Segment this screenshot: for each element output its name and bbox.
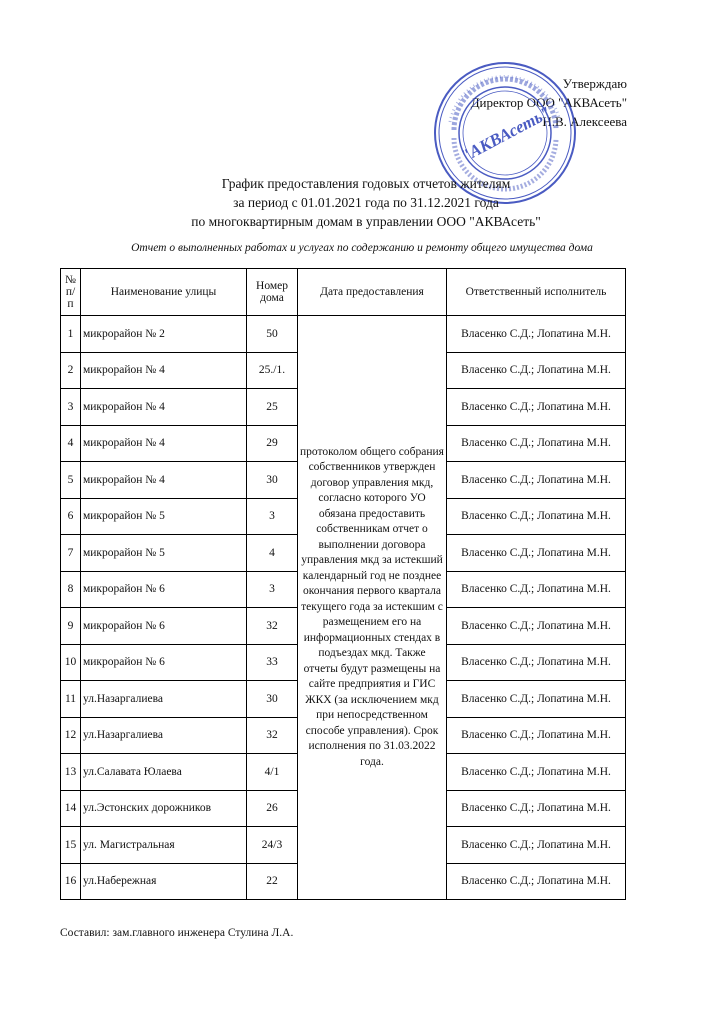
title-line-1: График предоставления годовых отчетов жителям (221, 176, 511, 191)
row-num: 6 (61, 498, 81, 535)
header-house: Номер дома (247, 269, 298, 316)
schedule-table (60, 268, 626, 900)
row-street: микрорайон № 4 (81, 389, 247, 426)
row-house: 29 (247, 425, 298, 462)
row-num: 5 (61, 462, 81, 499)
row-responsible: Власенко С.Д.; Лопатина М.Н. (447, 389, 626, 426)
row-house: 32 (247, 717, 298, 754)
row-street: микрорайон № 4 (81, 425, 247, 462)
row-street: ул.Эстонских дорожников (81, 790, 247, 827)
row-street: ул. Магистральная (81, 827, 247, 864)
header-num: № п/п (61, 269, 81, 316)
row-responsible: Власенко С.Д.; Лопатина М.Н. (447, 571, 626, 608)
row-responsible: Власенко С.Д.; Лопатина М.Н. (447, 462, 626, 499)
row-responsible: Власенко С.Д.; Лопатина М.Н. (447, 827, 626, 864)
row-responsible: Власенко С.Д.; Лопатина М.Н. (447, 352, 626, 389)
row-street: ул.Назаргалиева (81, 717, 247, 754)
date-provision-text: протоколом общего собрания собственников утвержден договор управления мкд, согласно которого УО обязана предоставить собственникам отчет о выполнении договора управления мкд за истекший календарный год не позднее окончания первого квартала текущего года за истекшим с размещением его на информационных стендах в подъездах мкд. Также отчеты будут размещены на сайте предприятия и ГИС ЖКХ (за исключением мкд при непосредственном способе управления). Срок исполнения по 31.03.2022 года. (298, 316, 447, 900)
row-num: 3 (61, 389, 81, 426)
table-row (61, 316, 626, 353)
row-num: 15 (61, 827, 81, 864)
row-num: 2 (61, 352, 81, 389)
row-street: микрорайон № 6 (81, 608, 247, 645)
row-street: ул.Назаргалиева (81, 681, 247, 718)
approval-line-3: Н.В. Алексеева (542, 114, 627, 129)
row-num: 10 (61, 644, 81, 681)
table-subtitle: Отчет о выполненных работах и услугах по содержанию и ремонту общего имущества дома (131, 242, 593, 254)
row-responsible: Власенко С.Д.; Лопатина М.Н. (447, 681, 626, 718)
approval-line-2: Директор ООО "АКВАсеть" (470, 95, 627, 110)
row-street: микрорайон № 6 (81, 644, 247, 681)
row-street: ул.Набережная (81, 863, 247, 900)
row-house: 25./1. (247, 352, 298, 389)
row-house: 32 (247, 608, 298, 645)
row-house: 33 (247, 644, 298, 681)
title-line-2: за период с 01.01.2021 года по 31.12.2021 года (233, 195, 499, 210)
header-date: Дата предоставления (298, 269, 447, 316)
row-num: 8 (61, 571, 81, 608)
row-house: 4 (247, 535, 298, 572)
row-responsible: Власенко С.Д.; Лопатина М.Н. (447, 644, 626, 681)
row-num: 4 (61, 425, 81, 462)
row-house: 3 (247, 498, 298, 535)
title-line-3: по многоквартирным домам в управлении ООО "АКВАсеть" (191, 214, 541, 229)
approval-line-1: Утверждаю (562, 76, 627, 91)
table-header-row (61, 269, 626, 316)
row-house: 30 (247, 681, 298, 718)
row-street: микрорайон № 5 (81, 498, 247, 535)
header-street: Наименование улицы (81, 269, 247, 316)
row-house: 22 (247, 863, 298, 900)
header-responsible: Ответственный исполнитель (447, 269, 626, 316)
row-responsible: Власенко С.Д.; Лопатина М.Н. (447, 498, 626, 535)
row-num: 7 (61, 535, 81, 572)
row-responsible: Власенко С.Д.; Лопатина М.Н. (447, 790, 626, 827)
row-num: 13 (61, 754, 81, 791)
row-street: микрорайон № 4 (81, 462, 247, 499)
compiled-by: Составил: зам.главного инженера Стулина Л.А. (60, 927, 294, 939)
seal-center-text: "АКВАсеть" (457, 102, 554, 166)
row-num: 9 (61, 608, 81, 645)
row-num: 14 (61, 790, 81, 827)
row-street: микрорайон № 4 (81, 352, 247, 389)
row-house: 30 (247, 462, 298, 499)
row-num: 1 (61, 316, 81, 353)
row-responsible: Власенко С.Д.; Лопатина М.Н. (447, 717, 626, 754)
row-house: 50 (247, 316, 298, 353)
row-street: микрорайон № 2 (81, 316, 247, 353)
row-house: 24/3 (247, 827, 298, 864)
row-responsible: Власенко С.Д.; Лопатина М.Н. (447, 425, 626, 462)
row-street: микрорайон № 6 (81, 571, 247, 608)
row-responsible: Власенко С.Д.; Лопатина М.Н. (447, 535, 626, 572)
row-responsible: Власенко С.Д.; Лопатина М.Н. (447, 316, 626, 353)
row-house: 3 (247, 571, 298, 608)
row-num: 16 (61, 863, 81, 900)
row-responsible: Власенко С.Д.; Лопатина М.Н. (447, 608, 626, 645)
row-responsible: Власенко С.Д.; Лопатина М.Н. (447, 754, 626, 791)
row-street: ул.Салавата Юлаева (81, 754, 247, 791)
row-house: 4/1 (247, 754, 298, 791)
row-street: микрорайон № 5 (81, 535, 247, 572)
document-title (80, 174, 652, 231)
row-house: 26 (247, 790, 298, 827)
row-num: 11 (61, 681, 81, 718)
row-responsible: Власенко С.Д.; Лопатина М.Н. (447, 863, 626, 900)
row-house: 25 (247, 389, 298, 426)
row-num: 12 (61, 717, 81, 754)
